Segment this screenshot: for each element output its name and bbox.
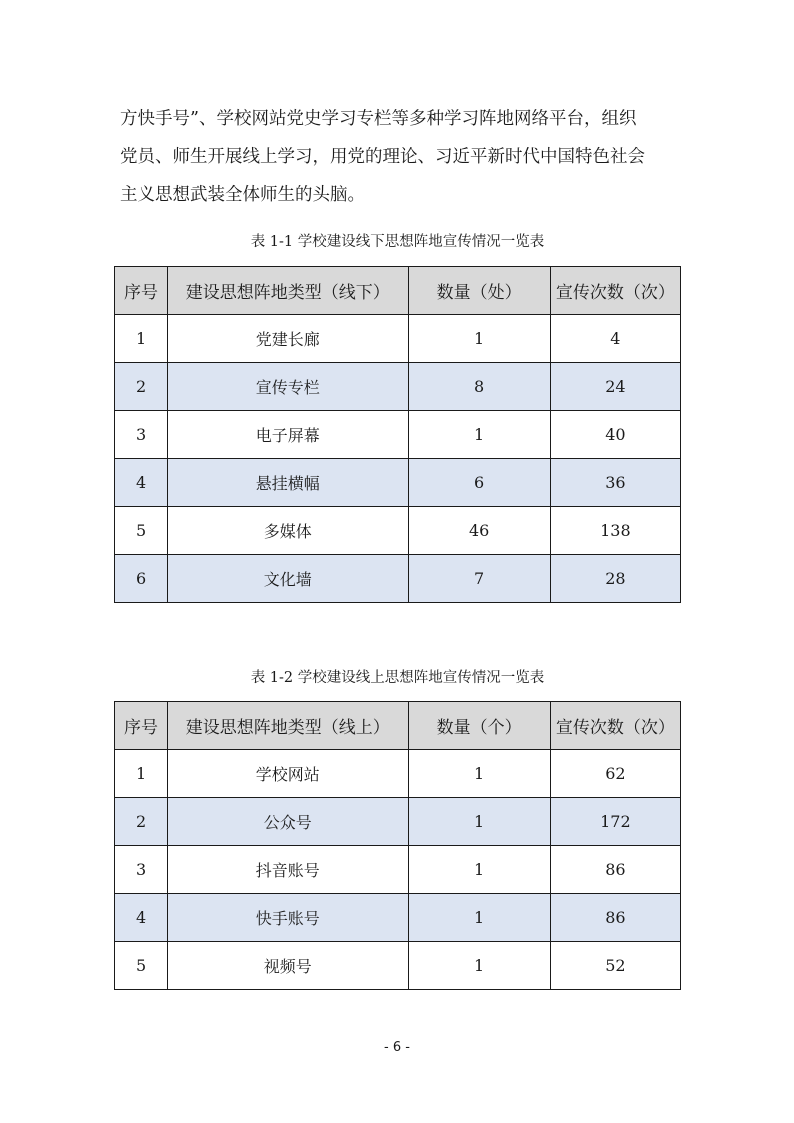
- table-row: [115, 894, 681, 942]
- cell-times: 28: [550, 555, 680, 603]
- cell-count: 7: [408, 555, 550, 603]
- cell-index: 5: [115, 507, 168, 555]
- cell-type: 宣传专栏: [168, 363, 408, 411]
- offline-positions-table: [114, 266, 681, 603]
- cell-times: 138: [550, 507, 680, 555]
- header-cell-count: 数量（处）: [408, 267, 550, 315]
- cell-type: 视频号: [168, 942, 408, 990]
- header-cell-times: 宣传次数（次）: [550, 267, 680, 315]
- cell-count: 1: [408, 315, 550, 363]
- cell-index: 2: [115, 363, 168, 411]
- cell-type: 电子屏幕: [168, 411, 408, 459]
- table-row: [115, 507, 681, 555]
- cell-times: 86: [550, 894, 680, 942]
- table-row: [115, 315, 681, 363]
- cell-index: 6: [115, 555, 168, 603]
- table1-caption: 表 1-1 学校建设线下思想阵地宣传情况一览表: [250, 234, 545, 250]
- cell-count: 6: [408, 459, 550, 507]
- cell-times: 40: [550, 411, 680, 459]
- cell-type: 抖音账号: [168, 846, 408, 894]
- header-cell-count: 数量（个）: [408, 702, 550, 750]
- table-header-row: [115, 702, 681, 750]
- cell-type: 学校网站: [168, 750, 408, 798]
- table2-caption: 表 1-2 学校建设线上思想阵地宣传情况一览表: [250, 670, 545, 686]
- page-number: - 6 -: [384, 1040, 410, 1055]
- cell-index: 2: [115, 798, 168, 846]
- header-cell-type: 建设思想阵地类型（线下）: [168, 267, 408, 315]
- table-row: [115, 411, 681, 459]
- online-positions-table: [114, 701, 681, 990]
- cell-type: 文化墙: [168, 555, 408, 603]
- cell-count: 1: [408, 894, 550, 942]
- cell-index: 3: [115, 846, 168, 894]
- header-cell-index: 序号: [115, 702, 168, 750]
- cell-type: 快手账号: [168, 894, 408, 942]
- cell-count: 1: [408, 750, 550, 798]
- cell-times: 36: [550, 459, 680, 507]
- paragraph-line: 党员、师生开展线上学习，用党的理论、习近平新时代中国特色社会: [120, 147, 645, 167]
- table-row: [115, 942, 681, 990]
- cell-type: 悬挂横幅: [168, 459, 408, 507]
- table-row: [115, 846, 681, 894]
- cell-index: 1: [115, 750, 168, 798]
- table-header-row: [115, 267, 681, 315]
- table-row: [115, 459, 681, 507]
- table-row: [115, 798, 681, 846]
- cell-count: 46: [408, 507, 550, 555]
- table-row: [115, 363, 681, 411]
- body-paragraph: [120, 100, 680, 214]
- cell-count: 1: [408, 846, 550, 894]
- table-row: [115, 555, 681, 603]
- cell-times: 86: [550, 846, 680, 894]
- header-cell-times: 宣传次数（次）: [550, 702, 680, 750]
- cell-index: 4: [115, 894, 168, 942]
- cell-type: 公众号: [168, 798, 408, 846]
- cell-times: 52: [550, 942, 680, 990]
- cell-index: 1: [115, 315, 168, 363]
- cell-index: 4: [115, 459, 168, 507]
- cell-count: 8: [408, 363, 550, 411]
- paragraph-line: 方快手号”、学校网站党史学习专栏等多种学习阵地网络平台，组织: [120, 109, 637, 129]
- cell-times: 62: [550, 750, 680, 798]
- cell-count: 1: [408, 411, 550, 459]
- cell-times: 4: [550, 315, 680, 363]
- cell-type: 多媒体: [168, 507, 408, 555]
- cell-count: 1: [408, 798, 550, 846]
- cell-type: 党建长廊: [168, 315, 408, 363]
- header-cell-type: 建设思想阵地类型（线上）: [168, 702, 408, 750]
- cell-count: 1: [408, 942, 550, 990]
- cell-times: 24: [550, 363, 680, 411]
- cell-times: 172: [550, 798, 680, 846]
- table-row: [115, 750, 681, 798]
- paragraph-line: 主义思想武装全体师生的头脑。: [120, 185, 365, 205]
- header-cell-index: 序号: [115, 267, 168, 315]
- cell-index: 3: [115, 411, 168, 459]
- cell-index: 5: [115, 942, 168, 990]
